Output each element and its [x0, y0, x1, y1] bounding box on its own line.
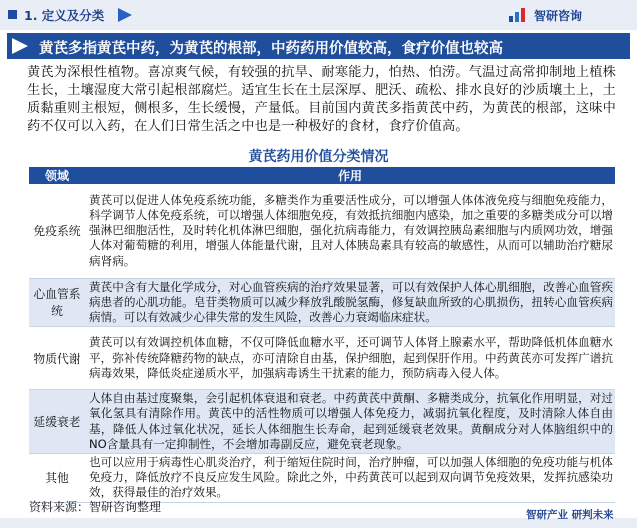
section-title: 1. 定义及分类: [24, 8, 105, 23]
table-row: [29, 327, 615, 390]
table-title: 黄芪药用价值分类情况: [248, 149, 389, 165]
arrow-icon: [118, 8, 132, 22]
row-effect: 黄芪可以有效调控机体血糖，不仅可降低血糖水平，还可调节人体肾上腺素水平，帮助降低机体血糖水平，弥补传统降糖药物的缺点，亦可清除自由基，保护细胞，起到保肝作用。中药黄芪亦可发挥广谱抗病毒效果，降低炎症递质水平，加强病毒诱生干扰素的能力，预防病毒入侵人体。: [85, 327, 615, 390]
row-domain: 其他: [29, 453, 85, 502]
brand-logo-icon: [508, 7, 528, 23]
banner-flag-icon: [12, 38, 28, 54]
table-row: [29, 278, 615, 327]
table-row: [29, 390, 615, 454]
headline-banner: [7, 33, 630, 59]
row-domain: 免疫系统: [29, 184, 85, 278]
footer-brand: 智研产业 研判未来: [526, 509, 614, 521]
row-effect: 黄芪可以促进人体免疫系统功能，多糖类作为重要活性成分，可以增强人体体液免疫与细胞免疫能力，科学调节人体免疫系统，可以增强人体细胞免疫，有效抵抗细胞内感染，加之重要的多糖类成分可以增强淋巴细胞活性，及时转化机体淋巴细胞，强化抗病毒能力，有效调控胰岛素细胞与内质网功效，增强人体对葡萄糖的利用，增强人体能量代谢，且对人体胰岛素具有较高的敏感性，从而可以辅助治疗糖尿病肾病。: [85, 184, 615, 278]
column-header-effect: 作用: [85, 167, 615, 184]
table-row: [29, 184, 615, 278]
headline-title: 黄芪多指黄芪中药，为黄芪的根部，中药药用价值较高，食疗价值也较高: [39, 41, 503, 57]
row-domain: 心血管系统: [29, 278, 85, 327]
column-header-domain: 领域: [29, 167, 85, 184]
medicinal-value-table: [29, 167, 615, 503]
row-effect: 黄芪中含有大量化学成分，对心血管疾病的治疗效果显著，可以有效保护人体心肌细胞，改善心血管疾病患者的心肌功能。皂苷类物质可以减少释放乳酸脱氢酶，修复缺血所致的心肌损伤，扭转心血管疾病病情。可以有效减少心律失常的发生风险，改善心力衰竭临床症状。: [85, 278, 615, 327]
row-domain: 延缓衰老: [29, 390, 85, 454]
table-header-row: [29, 167, 615, 184]
row-effect: 人体自由基过度聚集，会引起机体衰退和衰老。中药黄芪中黄酮、多糖类成分，抗氧化作用明显，对过氧化氢具有清除作用。黄芪中的活性物质可以增强人体免疫力，减弱抗氧化程度，及时清除人体自由基，降低人体过氧化状况，延长人体细胞生长寿命，起到延缓衰老效果。黄酮成分对人体脑组织中的 NO含量具有一定抑制性，不会增加毒副反应，避免衰老现象。: [85, 390, 615, 454]
brand-name: 智研咨询: [534, 9, 583, 23]
top-bar: [0, 0, 637, 30]
section-marker-icon: [8, 10, 17, 19]
table-row: [29, 453, 615, 502]
intro-paragraph: 黄芪为深根性植物。喜凉爽气候，有较强的抗旱、耐寒能力，怕热、怕涝。气温过高常抑制地上植株生长，土壤湿度大常引起根部腐烂。适宜生长在土层深厚、肥沃、疏松、排水良好的沙质壤土上，土质黏重则主根短，侧根多，生长缓慢，产量低。目前国内黄芪多指黄芪中药，为黄芪的根部，这味中药不仅可以入药，在人们日常生活之中也是一种极好的食材，食疗价值高。: [27, 65, 617, 134]
source-note: 资料来源：智研咨询整理: [29, 500, 162, 514]
row-domain: 物质代谢: [29, 327, 85, 390]
row-effect: 也可以应用于病毒性心肌炎治疗，利于缩短住院时间，治疗肿瘤，可以加强人体细胞的免疫功能与机体免疫力，降低放疗不良反应发生风险。除此之外，中药黄芪可以起到双向调节免疫效果，发挥抗感染功效，获得最佳的治疗效果。: [85, 453, 615, 502]
